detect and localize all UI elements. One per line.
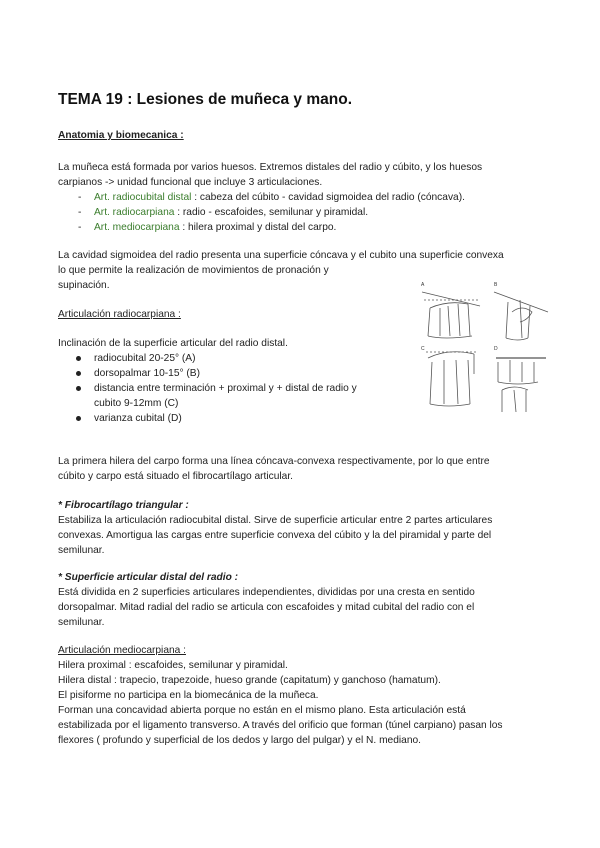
page-title: TEMA 19 : Lesiones de muñeca y mano. [58,91,353,108]
figure-label-a: A [421,282,425,288]
medio-line: El pisiforme no participa en la biomecánica de la muñeca. [58,690,319,701]
medio-line: Hilera proximal : escafoides, semilunar y piramidal. [58,660,288,671]
bullet-item: varianza cubital (D) [94,413,182,424]
mediocarpiana-heading: Articulación mediocarpiana : [58,645,186,656]
medio-line: Hilera distal : trapecio, trapezoide, hueso grande (capitatum) y ganchoso (hamatum). [58,675,441,686]
joint-name: Art. mediocarpiana [94,222,180,233]
medio-line: estabilizada por el ligamento transverso. A través del orificio que forman (túnel carpiano) pasan los [58,720,503,731]
figure-label-b: B [494,282,498,288]
cavidad-line-2: lo que permite la realización de movimientos de pronación y [58,265,329,276]
intro-line-2: carpianos -> unidad funcional que incluye 3 articulaciones. [58,177,323,188]
joint-desc: : cabeza del cúbito - cavidad sigmoidea del radio (cóncava). [191,192,465,203]
joint-item [94,220,336,235]
joint-name: Art. radiocarpiana [94,207,175,218]
bullet-item: radiocubital 20-25° (A) [94,353,196,364]
joint-desc: : radio - escafoides, semilunar y piramidal. [174,207,369,218]
figure-panel-a [422,292,480,338]
cavidad-line-3: supinación. [58,280,110,291]
cavidad-line-1: La cavidad sigmoidea del radio presenta una superficie cóncava y el cubito una superficie convexa [58,250,504,261]
anatomia-heading: Anatomia y biomecanica : [58,130,184,141]
superficie-line-2: dorsopalmar. Mitad radial del radio se articula con escafoides y mitad cubital del radio con el [58,602,475,613]
superficie-heading: * Superficie articular distal del radio : [58,572,239,583]
superficie-line-1: Está dividida en 2 superficies articulares independientes, divididas por una cresta en sentido [58,587,475,598]
fibro-line-3: semilunar. [58,545,105,556]
hilera-line-2: cúbito y carpo está situado el fibrocartílago articular. [58,471,294,482]
bullet-dot [76,416,81,421]
joint-item [94,205,368,220]
joint-desc: : hilera proximal y distal del carpo. [179,222,337,233]
fibro-line-2: convexas. Amortigua las cargas entre superficie convexa del cúbito y la del piramidal y parte del [58,530,492,541]
dash-marker: - [78,192,82,203]
bullet-dot [76,386,81,391]
hilera-line-1: La primera hilera del carpo forma una línea cóncava-convexa respectivamente, por lo que entre [58,456,490,467]
medio-line: Forman una concavidad abierta porque no están en el mismo plano. Esta articulación está [58,705,466,716]
inclinacion-text: Inclinación de la superficie articular del radio distal. [58,338,288,349]
bullet-dot [76,356,81,361]
figure-label-c: C [421,346,425,352]
figure-panel-b [494,292,548,340]
bullet-item: dorsopalmar 10-15° (B) [94,368,200,379]
fibro-line-1: Estabiliza la articulación radiocubital distal. Sirve de superficie articular entre 2 partes articulares [58,515,493,526]
figure-label-d: D [494,346,498,352]
figure-panel-d [496,358,546,412]
intro-line-1: La muñeca está formada por varios huesos. Extremos distales del radio y cúbito, y los huesos [58,162,483,173]
bullet-dot [76,371,81,376]
medio-line: flexores ( profundo y superficial de los dedos y largo del pulgar) y el N. mediano. [58,735,421,746]
dash-marker: - [78,222,82,233]
radiocarpiana-heading: Articulación radiocarpiana : [58,309,181,320]
joint-name: Art. radiocubital distal [94,192,192,203]
joint-item [94,190,465,205]
wrist-angles-figure [418,278,552,418]
bullet-item: distancia entre terminación + proximal y + distal de radio y [94,383,357,394]
bullet-item-cont: cubito 9-12mm (C) [94,398,179,409]
fibro-heading: * Fibrocartílago triangular : [58,500,189,511]
dash-marker: - [78,207,82,218]
figure-panel-c [426,352,476,406]
superficie-line-3: semilunar. [58,617,105,628]
